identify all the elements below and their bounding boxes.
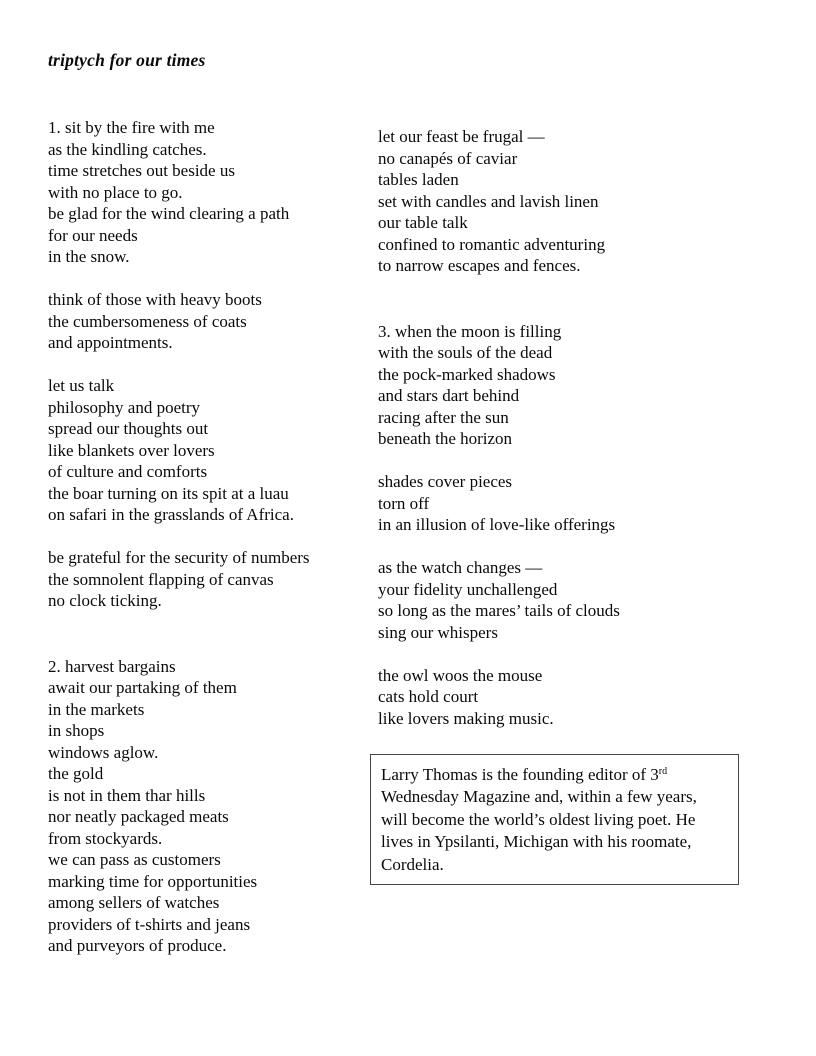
poem-line: to narrow escapes and fences. (378, 256, 581, 275)
poem-line: providers of t-shirts and jeans (48, 914, 251, 934)
poem-column-left (48, 117, 372, 957)
poem-line: is not in them thar hills (48, 785, 206, 805)
poem-line: your fidelity unchallenged (378, 579, 558, 599)
poem-line: as the kindling catches. (48, 139, 207, 159)
poem-line: await our partaking of them (48, 678, 237, 697)
poem-line: spread our thoughts out (48, 419, 209, 438)
bio-line: lives in Ypsilanti, Michigan with his roomate, (381, 832, 692, 852)
poem-line: the pock-marked shadows (378, 364, 556, 384)
poem-column-right (378, 126, 746, 729)
poem-line: shades cover pieces (378, 472, 513, 491)
poem-line: and appointments. (48, 333, 173, 352)
poem-line: so long as the mares’ tails of clouds (378, 601, 620, 620)
poem-line: in the snow. (48, 247, 130, 266)
poem-line: 1. sit by the fire with me (48, 118, 215, 137)
poem-line: the cumbersomeness of coats (48, 311, 247, 331)
poem-line: like blankets over lovers (48, 440, 215, 460)
poem-line: be grateful for the security of numbers (48, 548, 310, 567)
poem-line: marking time for opportunities (48, 871, 258, 891)
poem-line: we can pass as customers (48, 850, 221, 869)
poem-stanza (378, 126, 746, 277)
poem-line: the owl woos the mouse (378, 665, 543, 685)
poem-line: with no place to go. (48, 182, 183, 202)
poem-line: sing our whispers (378, 622, 498, 642)
poem-line: windows aglow. (48, 742, 159, 762)
poem-stanza (48, 547, 372, 612)
poem-line: in the markets (48, 699, 145, 719)
poem-line: and stars dart behind (378, 386, 520, 405)
poem-title: triptych for our times (48, 50, 206, 70)
poem-stanza (378, 665, 746, 730)
poem-line: cats hold court (378, 687, 479, 706)
poem-line: like lovers making music. (378, 708, 554, 728)
poem-line: be glad for the wind clearing a path (48, 204, 290, 223)
poem-line: the boar turning on its spit at a luau (48, 483, 289, 503)
poem-line: philosophy and poetry (48, 397, 201, 417)
poem-line: among sellers of watches (48, 893, 220, 912)
poem-line: torn off (378, 493, 430, 513)
poem-stanza (48, 656, 372, 957)
poem-line: let our feast be frugal — (378, 127, 545, 146)
poem-line: no clock ticking. (48, 591, 162, 610)
poem-stanza (48, 289, 372, 354)
poem-line: 3. when the moon is filling (378, 321, 562, 341)
poem-line: tables laden (378, 170, 459, 189)
poem-line: think of those with heavy boots (48, 290, 262, 309)
poem-line: the gold (48, 764, 104, 783)
poem-line: confined to romantic adventuring (378, 234, 606, 254)
poem-line: set with candles and lavish linen (378, 191, 599, 211)
poem-line: and purveyors of produce. (48, 936, 227, 955)
poem-line: in an illusion of love-like offerings (378, 515, 616, 534)
bio-text (381, 764, 728, 876)
poem-line: let us talk (48, 376, 115, 395)
poem-line: from stockyards. (48, 828, 163, 848)
poem-line: the somnolent flapping of canvas (48, 569, 274, 589)
poem-line: 2. harvest bargains (48, 656, 176, 676)
poem-line: nor neatly packaged meats (48, 807, 229, 826)
poem-stanza (48, 117, 372, 268)
poem-line: for our needs (48, 225, 138, 245)
poem-line: of culture and comforts (48, 462, 208, 481)
poem-line: with the souls of the dead (378, 343, 553, 362)
poem-stanza (48, 375, 372, 526)
bio-line: will become the world’s oldest living poet. He (381, 809, 696, 829)
bio-line: Larry Thomas is the founding editor of 3rd (381, 765, 668, 784)
poem-stanza (378, 557, 746, 643)
poem-line: on safari in the grasslands of Africa. (48, 505, 294, 524)
bio-line: Cordelia. (381, 854, 444, 874)
poem-line: no canapés of caviar (378, 148, 518, 168)
poem-line: racing after the sun (378, 407, 509, 427)
poem-stanza (378, 471, 746, 536)
poem-line: as the watch changes — (378, 558, 543, 577)
poem-line: our table talk (378, 213, 468, 232)
poem-stanza (378, 321, 746, 450)
poem-line: beneath the horizon (378, 429, 513, 448)
poem-line: time stretches out beside us (48, 161, 235, 180)
bio-line: Wednesday Magazine and, within a few years, (381, 787, 697, 807)
poem-line: in shops (48, 721, 105, 740)
bio-box (370, 754, 739, 885)
